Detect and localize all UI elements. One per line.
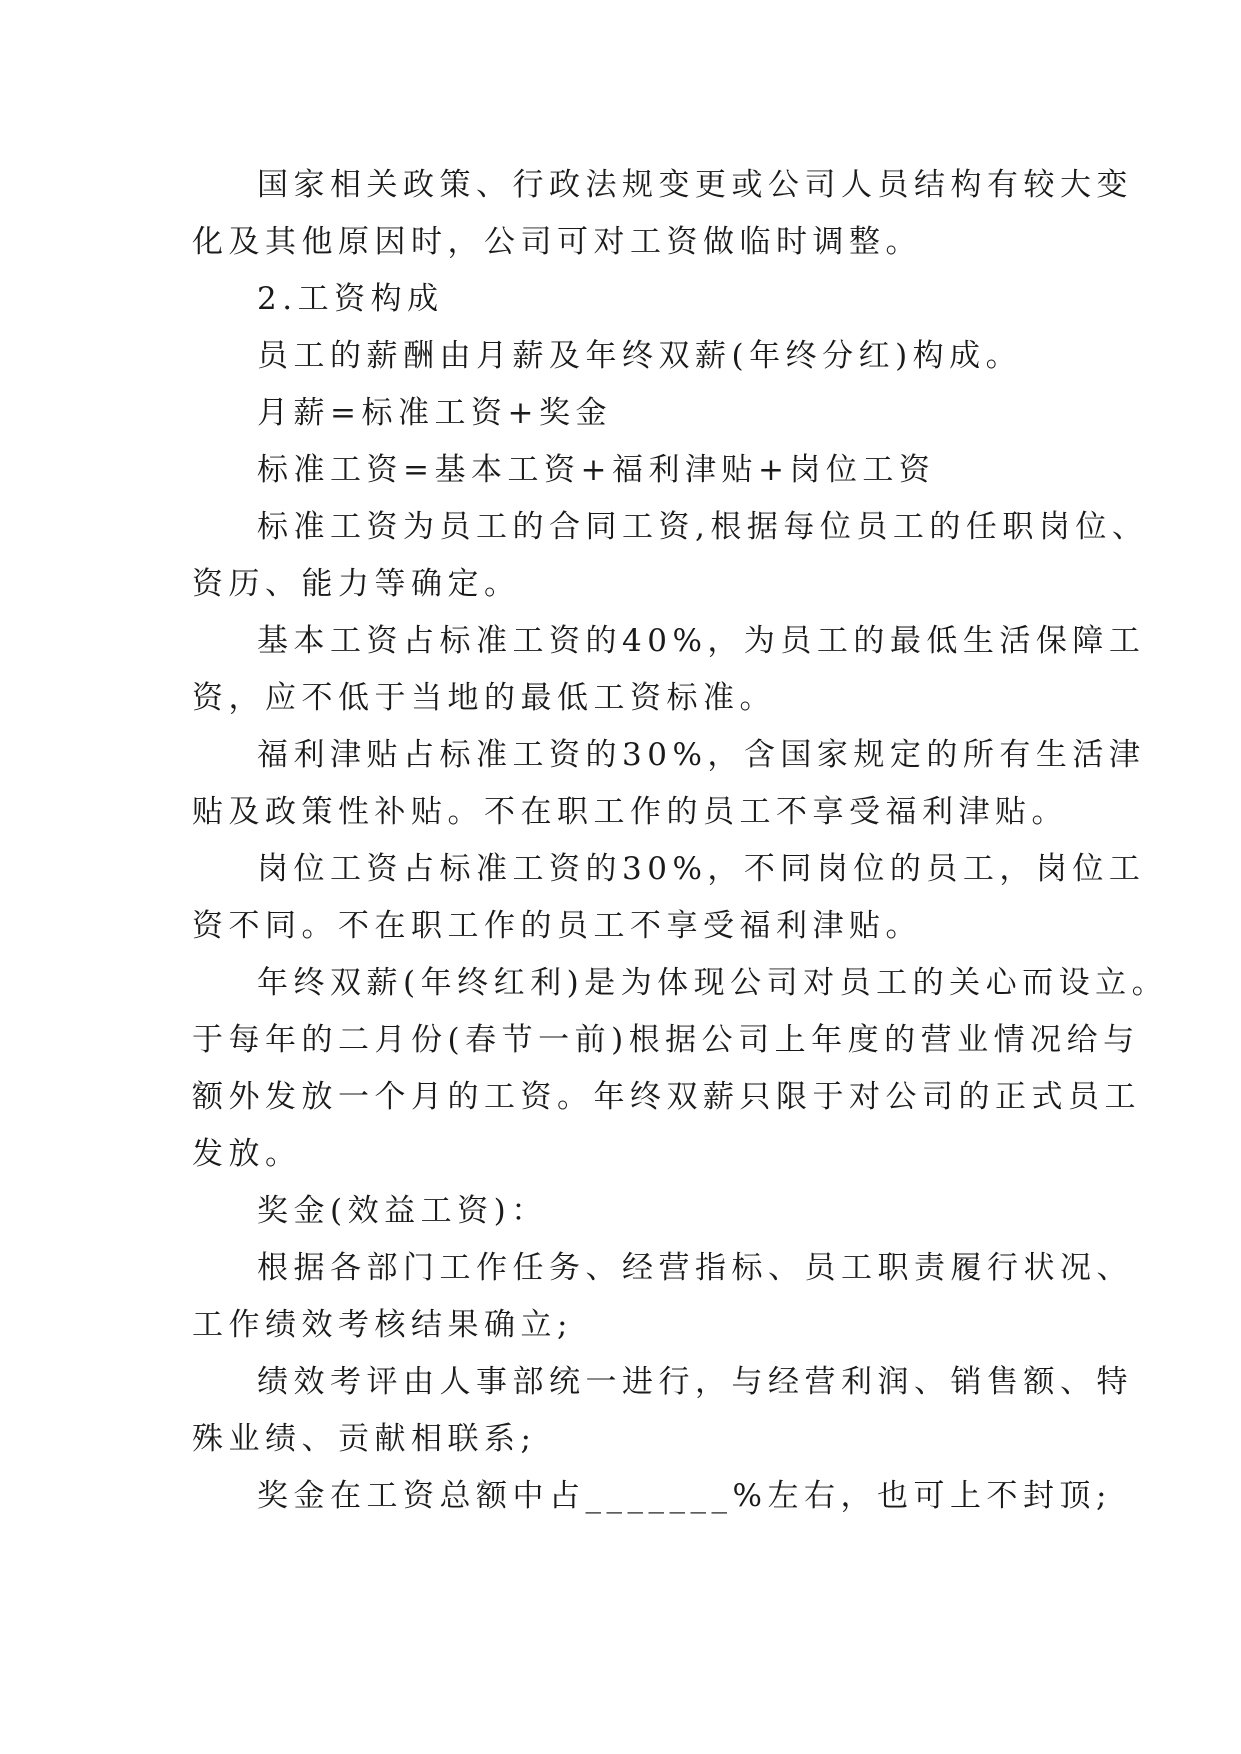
- text-line: 根据各部门工作任务、经营指标、员工职责履行状况、: [257, 1250, 1133, 1286]
- text-line: 工作绩效考核结果确立;: [192, 1307, 573, 1343]
- text-line: 资，应不低于当地的最低工资标准。: [192, 680, 776, 716]
- text-line: 绩效考评由人事部统一进行，与经营利润、销售额、特: [257, 1364, 1133, 1400]
- section-heading: 奖金(效益工资)：: [257, 1193, 548, 1229]
- text-line: 国家相关政策、行政法规变更或公司人员结构有较大变: [257, 167, 1133, 203]
- text-line: 岗位工资占标准工资的30%，不同岗位的员工，岗位工: [257, 851, 1146, 887]
- text-line: 殊业绩、贡献相联系;: [192, 1421, 537, 1457]
- section-heading: 2.工资构成: [257, 281, 444, 317]
- text-line: 于每年的二月份(春节一前)根据公司上年度的营业情况给与: [192, 1022, 1140, 1058]
- text-line: 资历、能力等确定。: [192, 566, 521, 602]
- text-line: 额外发放一个月的工资。年终双薪只限于对公司的正式员工: [192, 1079, 1141, 1115]
- text-line: 资不同。不在职工作的员工不享受福利津贴。: [192, 908, 922, 944]
- formula-line: 标准工资=基本工资+福利津贴+岗位工资: [257, 452, 936, 488]
- text-line: 奖金在工资总额中占_______%左右，也可上不封顶;: [257, 1478, 1112, 1514]
- text-line: 化及其他原因时，公司可对工资做临时调整。: [192, 224, 922, 260]
- text-line: 员工的薪酬由月薪及年终双薪(年终分红)构成。: [257, 338, 1023, 374]
- text-line: 发放。: [192, 1136, 302, 1172]
- text-line: 贴及政策性补贴。不在职工作的员工不享受福利津贴。: [192, 794, 1068, 830]
- text-line: 基本工资占标准工资的40%，为员工的最低生活保障工: [257, 623, 1146, 659]
- text-line: 福利津贴占标准工资的30%，含国家规定的所有生活津: [257, 737, 1146, 773]
- formula-line: 月薪=标准工资+奖金: [257, 395, 612, 431]
- text-line: 年终双薪(年终红利)是为体现公司对员工的关心而设立。: [257, 965, 1169, 1001]
- text-line: 标准工资为员工的合同工资,根据每位员工的任职岗位、: [257, 509, 1149, 545]
